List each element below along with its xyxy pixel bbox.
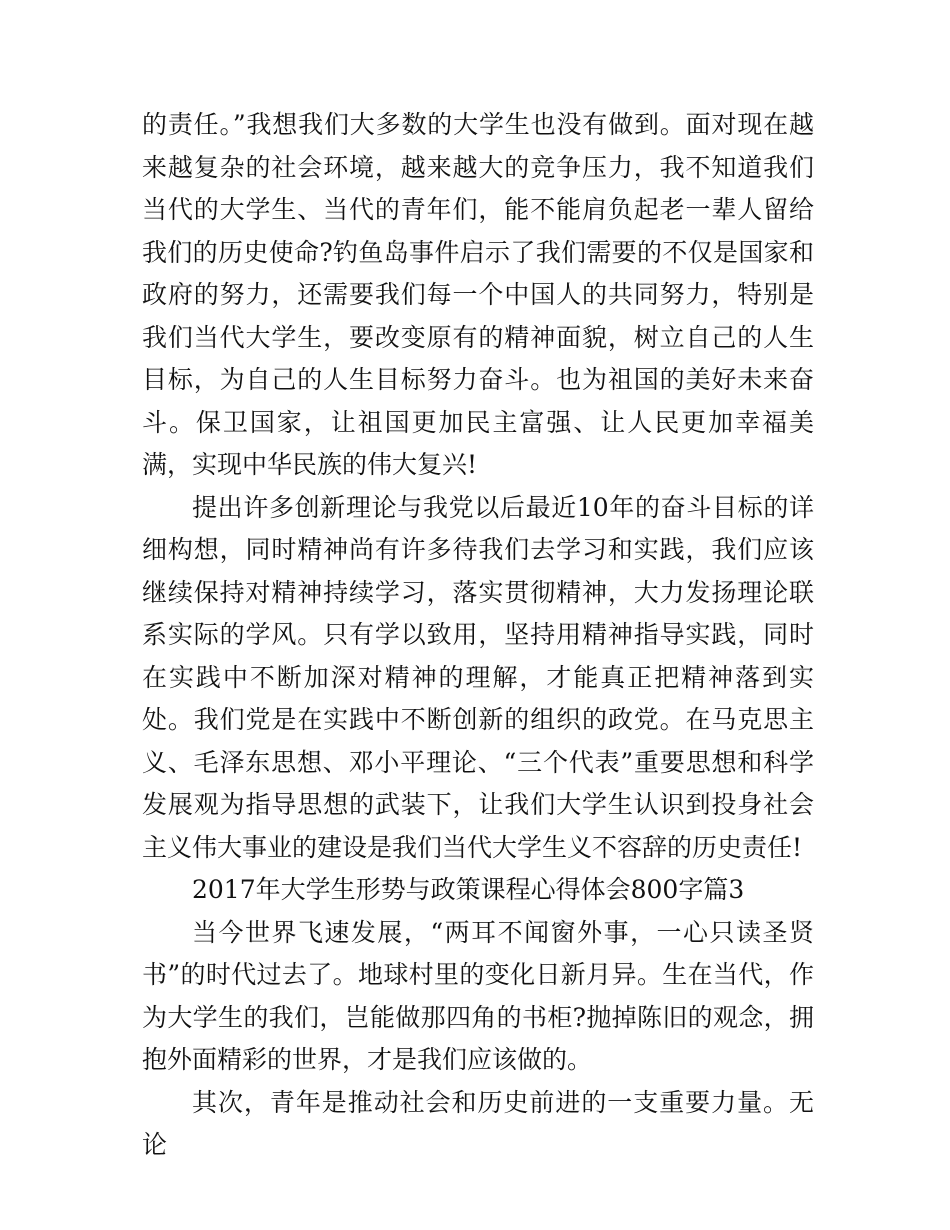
section-heading: 2017年大学生形势与政策课程心得体会800字篇3 bbox=[192, 875, 745, 904]
paragraph-4: 其次，青年是推动社会和历史前进的一支重要力量。无论 bbox=[142, 1087, 814, 1159]
paragraph-1: 的责任。”我想我们大多数的大学生也没有做到。面对现在越来越复杂的社会环境，越来越大的竞争压力，我不知道我们当代的大学生、当代的青年们，能不能肩负起老一辈人留给我们的历史使命?钓鱼岛事件启示了我们需要的不仅是国家和政府的努力，还需要我们每一个中国人的共同努力，特别是我们当代大学生，要改变原有的精神面貌，树立自己的人生目标，为自己的人生目标努力奋斗。也为祖国的美好未来奋斗。保卫国家，让祖国更加民主富强、让人民更加幸福美满，实现中华民族的伟大复兴! bbox=[142, 110, 814, 479]
document-body bbox=[142, 104, 814, 1167]
paragraph-3: 当今世界飞速发展，“两耳不闻窗外事，一心只读圣贤书”的时代过去了。地球村里的变化日新月异。生在当代，作为大学生的我们，岂能做那四角的书柜?抛掉陈旧的观念，拥抱外面精彩的世界，才是我们应该做的。 bbox=[142, 917, 814, 1074]
paragraph-2: 提出许多创新理论与我党以后最近10年的奋斗目标的详细构想，同时精神尚有许多待我们去学习和实践，我们应该继续保持对精神持续学习，落实贯彻精神，大力发扬理论联系实际的学风。只有学以致用，坚持用精神指导实践，同时在实践中不断加深对精神的理解，才能真正把精神落到实处。我们党是在实践中不断创新的组织的政党。在马克思主义、毛泽东思想、邓小平理论、“三个代表”重要思想和科学发展观为指导思想的武装下，让我们大学生认识到投身社会主义伟大事业的建设是我们当代大学生义不容辞的历史责任! bbox=[142, 492, 814, 862]
